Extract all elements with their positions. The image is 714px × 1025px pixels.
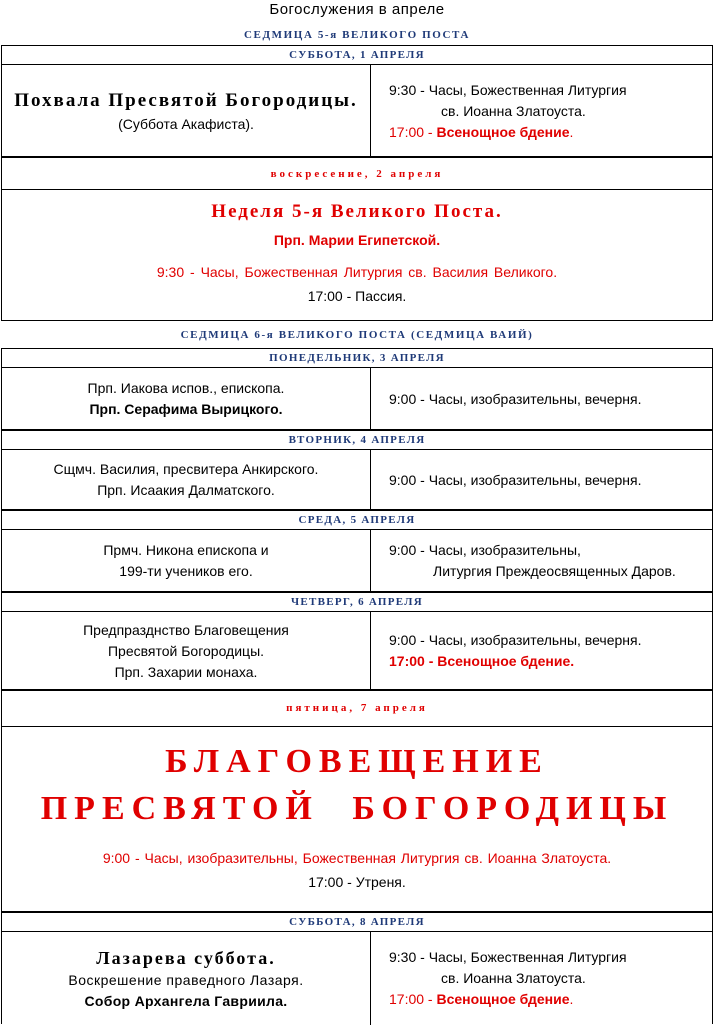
day-block-sat-8: [1, 912, 713, 1024]
service-line: 9:00 - Часы, изобразительны, Божественная Литургия св. Иоанна Златоуста.: [102, 850, 612, 866]
saint-line-1: Предпразднство Благовещения: [83, 621, 289, 638]
schedule-cell: [371, 368, 712, 430]
saint-line-1: Сщмч. Василия, пресвитера Анкирского.: [53, 461, 319, 477]
day-header: СУББОТА, 8 АПРЕЛЯ: [2, 913, 712, 932]
vigil-text: Всенощное бдение: [436, 991, 570, 1007]
vigil-dot: .: [569, 123, 574, 140]
service-time: 9:30: [389, 949, 417, 965]
schedule-cell: [371, 612, 712, 690]
week-heading-5: СЕДМИЦА 5-я ВЕЛИКОГО ПОСТА: [244, 29, 470, 41]
feast-cell: [2, 932, 370, 1025]
saint-line-3: Прп. Захарии монаха.: [114, 663, 258, 680]
service-line-cont: Литургия Преждеосвященных Даров.: [433, 563, 676, 579]
day-header: ЧЕТВЕРГ, 6 АПРЕЛЯ: [2, 593, 712, 612]
service-line-cont: св. Иоанна Златоуста.: [441, 102, 586, 119]
week-heading-6: СЕДМИЦА 6-я ВЕЛИКОГО ПОСТА (СЕДМИЦА ВАИЙ): [180, 329, 534, 341]
day-header: воскресение, 2 апреля: [2, 158, 712, 190]
vigil-line: [389, 989, 712, 1010]
saint-line-1: Прп. Иакова испов., епископа.: [87, 380, 285, 396]
saint-line-1: Прмч. Никона епископа и: [103, 542, 269, 558]
schedule-cell: [371, 65, 712, 157]
service-line-2: 17:00 - Пассия.: [307, 288, 407, 304]
service-line-cont: св. Иоанна Златоуста.: [441, 970, 586, 986]
saints-cell: [2, 368, 370, 430]
day-header: ВТОРНИК, 4 АПРЕЛЯ: [2, 431, 712, 450]
service-time: 9:30: [389, 81, 417, 98]
service-line-2: 17:00 - Утреня.: [308, 874, 406, 890]
vigil-text: Всенощное бдение: [436, 123, 570, 140]
saints-cell: [2, 530, 370, 592]
day-block-mon-3: [1, 348, 713, 430]
feast-name: [2, 198, 712, 226]
saint-line-2: Прп. Серафима Вырицкого.: [89, 401, 283, 417]
service-line: [389, 80, 712, 101]
service-line: 9:00 - Часы, изобразительны,: [389, 542, 581, 558]
feast-title-1: БЛАГОВЕЩЕНИЕ: [165, 743, 549, 780]
day-block-sat-1: [1, 45, 713, 157]
saint-name: Прп. Марии Египетской.: [273, 232, 441, 248]
service-line: 9:30 - Часы, Божественная Литургия св. Василия Великого.: [156, 264, 558, 280]
day-block-wed-5: [1, 510, 713, 592]
day-block-fri-7: [1, 690, 713, 912]
service-text: - Часы, Божественная Литургия: [420, 81, 627, 98]
saint-line-2: Пресвятой Богородицы.: [107, 642, 265, 659]
service-line: 9:00 - Часы, изобразительны, вечерня.: [389, 390, 642, 407]
vigil-time: 17:00 -: [389, 991, 433, 1007]
day-block-thu-6: [1, 592, 713, 690]
day-header: пятница, 7 апреля: [2, 691, 712, 727]
feast-title-2: ПРЕСВЯТОЙ БОГОРОДИЦЫ: [40, 790, 674, 827]
feast-name: Похвала Пресвятой Богородицы.: [14, 89, 358, 111]
feast-name: Лазарева суббота.: [96, 947, 276, 968]
vigil-line: 17:00 - Всенощное бдение.: [389, 653, 575, 669]
feast-cell: [2, 65, 370, 157]
schedule-cell: [371, 530, 712, 592]
saints-cell: [2, 612, 370, 690]
vigil-line: [389, 122, 712, 143]
day-header: ПОНЕДЕЛЬНИК, 3 АПРЕЛЯ: [2, 349, 712, 368]
saints-cell: [2, 450, 370, 510]
service-text: - Часы, Божественная Литургия: [420, 949, 627, 965]
day-header: СРЕДА, 5 АПРЕЛЯ: [2, 511, 712, 530]
day-block-sun-2: [1, 157, 713, 321]
feast-name-text: Неделя 5-я Великого Поста.: [211, 201, 503, 222]
page-title: Богослужения в апреле: [269, 1, 445, 18]
schedule-cell: [371, 450, 712, 510]
feast-note: (Суббота Акафиста).: [118, 115, 254, 132]
feast-line-3: Собор Архангела Гавриила.: [84, 992, 288, 1009]
day-header: СУББОТА, 1 АПРЕЛЯ: [2, 46, 712, 65]
schedule-cell: [371, 932, 712, 1025]
saint-line-2: 199-ти учеников его.: [119, 563, 253, 579]
day-block-tue-4: [1, 430, 713, 510]
feast-line-2: Воскрешение праведного Лазаря.: [68, 971, 304, 988]
service-line: [389, 947, 712, 968]
vigil-time: 17:00 -: [389, 123, 433, 140]
vigil-dot: .: [569, 991, 574, 1007]
service-line: 9:00 - Часы, изобразительны, вечерня.: [389, 471, 642, 488]
service-line: 9:00 - Часы, изобразительны, вечерня.: [389, 632, 642, 648]
saint-line-2: Прп. Исаакия Далматского.: [97, 482, 275, 498]
